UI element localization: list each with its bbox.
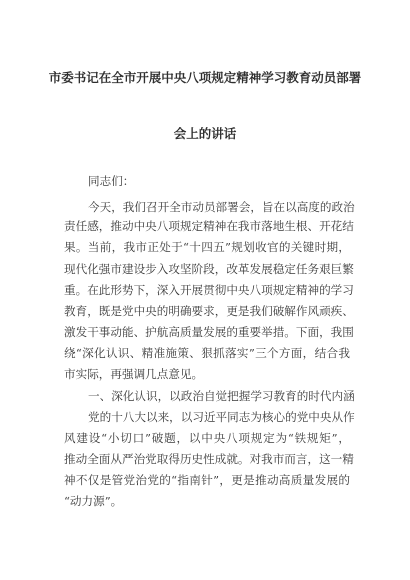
document-title-line-1: 市委书记在全市开展中央八项规定精神学习教育动员部署 (48, 70, 362, 85)
paragraph-1-line: 今天，我们召开全市动员部署会，旨在以高度的政治 (88, 200, 355, 214)
paragraph-2-line: 党的十八大以来，以习近平同志为核心的党中央从作 (88, 410, 355, 424)
section-1-heading: 一、深化认识，以政治自觉把握学习教育的时代内涵 (88, 389, 355, 403)
paragraph-2-line: 神不仅是管党治党的“指南针”，更是推动高质量发展的 (64, 473, 350, 487)
paragraph-2-line: 风建设“小切口”破题，以中央八项规定为“铁规矩”， (64, 431, 350, 445)
document-title-line-2: 会上的讲话 (173, 126, 237, 141)
paragraph-1-line: 责任感，推动中央八项规定精神在我市落地生根、开花结 (64, 219, 354, 233)
paragraph-1-line: 教育，既是党中央的明确要求，更是我们破解作风顽疾、 (64, 304, 354, 318)
paragraph-2-line: 推动全面从严治党取得历史性成就。对我市而言，这一精 (64, 452, 354, 466)
paragraph-2-line: “动力源”。 (64, 494, 123, 508)
paragraph-1-line: 果。当前，我市正处于“十四五”规划收官的关键时期， (64, 240, 350, 254)
paragraph-1-line: 重。在此形势下，深入开展贯彻中央八项规定精神的学习 (64, 283, 354, 297)
salutation: 同志们： (88, 174, 135, 188)
paragraph-1-line: 市实际，再强调几点意见。 (64, 367, 204, 381)
paragraph-1-line: 现代化强市建设步入攻坚阶段，改革发展稳定任务艰巨繁 (64, 262, 354, 276)
paragraph-1-line: 激发干事动能、护航高质量发展的重要举措。下面，我围 (64, 325, 354, 339)
paragraph-1-line: 绕“深化认识、精准施策、狠抓落实”三个方面，结合我 (64, 346, 350, 360)
